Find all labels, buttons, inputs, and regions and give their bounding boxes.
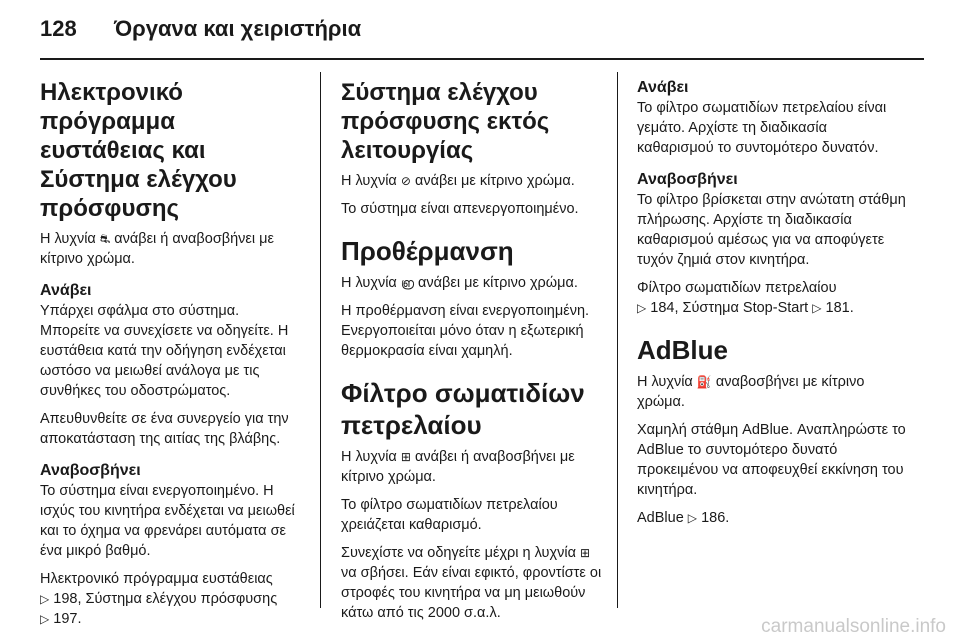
tc-text: Το σύστημα είναι απενεργοποιημένο. bbox=[341, 201, 579, 217]
column-3 bbox=[637, 78, 907, 536]
esp-on-heading: Ανάβει bbox=[40, 282, 92, 299]
dpf-icon: ⊞ bbox=[400, 450, 411, 464]
dpf-flash-text: Το φίλτρο βρίσκεται στην ανώτατη στάθμη πλήρωσης. Αρχίστε τη διαδικασία καθαρισμού αμέσως για να αποφύγετε τυχόν ζημιά στον κινητήρα. bbox=[637, 192, 906, 268]
glow-plug-icon: ൏ bbox=[400, 276, 414, 290]
column-divider-2 bbox=[617, 72, 618, 608]
dpf-on-heading: Ανάβει bbox=[637, 79, 689, 96]
tc-lamp-text: Η λυχνία ⊘ ανάβει με κίτρινο χρώμα. bbox=[341, 173, 575, 189]
esp-on-text: Υπάρχει σφάλμα στο σύστημα. Μπορείτε να συνεχίσετε να οδηγείτε. Η ευστάθεια κατά την οδήγηση ενδέχεται ωστόσο να μειωθεί ανάλογα με τις συνθήκες του οδοστρώματος. bbox=[40, 303, 289, 399]
preheat-text: Η προθέρμανση είναι ενεργοποιημένη. Ενεργοποιείται μόνο όταν η εξωτερική θερμοκρασία είναι χαμηλή. bbox=[341, 303, 590, 359]
column-2 bbox=[341, 78, 603, 631]
dpf-text-2: Συνεχίστε να οδηγείτε μέχρι η λυχνία ⊞ να σβήσει. Εάν είναι εφικτό, φροντίστε οι στροφές του κινητήρα να μη μειωθούν κάτω από τις 2000 σ.α.λ. bbox=[341, 545, 602, 621]
page-ref-icon: ▷ bbox=[637, 301, 647, 315]
esp-warning-icon: ⛐ bbox=[99, 232, 111, 246]
traction-off-icon: ⊘ bbox=[400, 174, 411, 188]
column-1 bbox=[40, 78, 300, 637]
page-ref-icon: ▷ bbox=[40, 592, 50, 606]
dpf-reference: Φίλτρο σωματιδίων πετρελαίου ▷ 184, Σύστημα Stop-Start ▷ 181. bbox=[637, 280, 854, 316]
page-ref-icon: ▷ bbox=[812, 301, 822, 315]
adblue-heading: AdBlue bbox=[637, 335, 728, 365]
dpf-lamp-text: Η λυχνία ⊞ ανάβει ή αναβοσβήνει με κίτρινο χρώμα. bbox=[341, 449, 575, 485]
watermark: carmanualsonline.info bbox=[761, 616, 946, 637]
adblue-lamp-text: Η λυχνία ⛽ αναβοσβήνει με κίτρινο χρώμα. bbox=[637, 374, 865, 410]
dpf-icon: ⊞ bbox=[579, 546, 591, 560]
dpf-heading: Φίλτρο σωματιδίων πετρελαίου bbox=[341, 378, 585, 440]
esp-heading: Ηλεκτρονικό πρόγραμμα ευστάθειας και Σύστημα ελέγχου πρόσφυσης bbox=[40, 79, 237, 222]
esp-flash-text: Το σύστημα είναι ενεργοποιημένο. Η ισχύς του κινητήρα ενδέχεται να μειωθεί και το όχημα να φρενάρει αυτόματα σε ένα μικρό βαθμό. bbox=[40, 483, 295, 559]
column-divider-1 bbox=[320, 72, 321, 608]
header-rule bbox=[40, 58, 924, 60]
page-number: 128 bbox=[40, 16, 77, 41]
adblue-reference: AdBlue ▷ 186. bbox=[637, 510, 730, 526]
adblue-icon: ⛽ bbox=[696, 375, 712, 389]
adblue-text: Χαμηλή στάθμη AdBlue. Αναπληρώστε το AdBlue το συντομότερο δυνατό προκειμένου να αποφευχθεί εκκίνηση του κινητήρα. bbox=[637, 422, 906, 498]
dpf-text: Το φίλτρο σωματιδίων πετρελαίου χρειάζεται καθαρισμό. bbox=[341, 497, 558, 533]
tc-off-heading: Σύστημα ελέγχου πρόσφυσης εκτός λειτουργίας bbox=[341, 79, 550, 164]
preheat-lamp-text: Η λυχνία ൏ ανάβει με κίτρινο χρώμα. bbox=[341, 275, 578, 291]
preheat-heading: Προθέρμανση bbox=[341, 236, 514, 266]
esp-reference: Ηλεκτρονικό πρόγραμμα ευστάθειας ▷ 198, Σύστημα ελέγχου πρόσφυσης ▷ 197. bbox=[40, 571, 278, 627]
dpf-on-text: Το φίλτρο σωματιδίων πετρελαίου είναι γεμάτο. Αρχίστε τη διαδικασία καθαρισμού το συντομότερο δυνατόν. bbox=[637, 100, 887, 156]
page-title: Όργανα και χειριστήρια bbox=[114, 16, 362, 41]
esp-lamp-text: Η λυχνία ⛐ ανάβει ή αναβοσβήνει με κίτρινο χρώμα. bbox=[40, 231, 274, 267]
page-header bbox=[40, 8, 920, 46]
page-ref-icon: ▷ bbox=[40, 612, 50, 626]
esp-on-text-2: Απευθυνθείτε σε ένα συνεργείο για την αποκατάσταση της αιτίας της βλάβης. bbox=[40, 411, 289, 447]
dpf-flash-heading: Αναβοσβήνει bbox=[637, 171, 738, 188]
esp-flash-heading: Αναβοσβήνει bbox=[40, 462, 141, 479]
page-ref-icon: ▷ bbox=[687, 511, 698, 525]
